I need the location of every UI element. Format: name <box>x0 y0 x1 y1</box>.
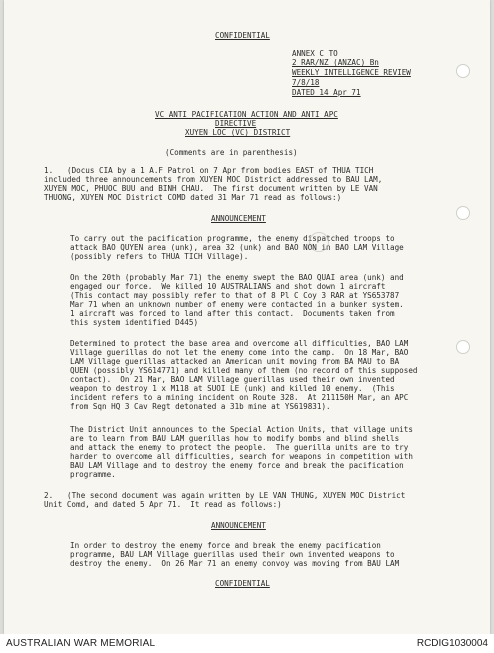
text-line: In order to destroy the enemy force and break the enemy pacification <box>70 541 381 550</box>
text-line: programme, BAU LAM Village guerillas used their own invented weapons to <box>70 550 395 559</box>
text-line: programme. <box>70 470 116 479</box>
text-line: BAU LAM Village and to destroy the enemy force and break the pacification <box>70 461 404 470</box>
text-line: 1 aircraft was forced to land after this contact. Documents taken from <box>70 309 395 318</box>
text-line: harder to overcome all difficulties, search for weapons in competition with <box>70 452 413 461</box>
title-line: DIRECTIVE <box>215 119 257 128</box>
text-line: XUYEN MOC, PHUOC BUU and BINH CHAU. The first document written by LE VAN <box>44 184 378 193</box>
text-line: included three announcements from XUYEN MOC District addressed to BAU LAM, <box>44 175 383 184</box>
text-line: attack BAO QUYEN area (unk), area 32 (unk) and BAO NON in BAO LAM Village <box>70 243 404 252</box>
punch-hole <box>456 206 470 220</box>
text-line: THUONG, XUYEN MOC District COMD dated 31 Mar 71 read as follows:) <box>44 193 342 202</box>
text-line: destroy the enemy. On 26 Mar 71 an enemy convoy was moving from BAU LAM <box>70 559 400 568</box>
text-line: contact). On 21 Mar, BAO LAM Village guerillas used their own invented <box>70 375 395 384</box>
punch-hole <box>456 64 470 78</box>
text-line: Village guerillas do not let the enemy come into the camp. On 18 Mar, BAO <box>70 348 409 357</box>
top-classification: CONFIDENTIAL <box>215 31 270 40</box>
text-line: from Sqn HQ 3 Cav Regt detonated a 31b mine at YS619831). <box>70 402 331 411</box>
text-line: (Docus CIA by a 1 A.F Patrol on 7 Apr from bodies EAST of THUA TICH <box>67 166 374 175</box>
paragraph-number: 2. <box>44 491 54 500</box>
text-line: are to learn from BAU LAM guerillas how to modify bombs and blind shells <box>70 434 400 443</box>
text-line: LAM Village guerillas attacked an American unit moving from BA MAU to BA <box>70 357 400 366</box>
title-line: XUYEN LOC (VC) DISTRICT <box>185 128 291 137</box>
annex-line: 7/8/18 <box>292 78 320 87</box>
annex-line: 2 RAR/NZ (ANZAC) Bn <box>292 58 379 67</box>
text-line: weapon to destroy 1 x M118 at SUOI LE (unk) and killed 10 enemy. (This <box>70 384 395 393</box>
text-line: On the 20th (probably Mar 71) the enemy swept the BAO QUAI area (unk) and <box>70 273 404 282</box>
annex-line: DATED 14 Apr 71 <box>292 88 361 97</box>
text-line: Unit Comd, and dated 5 Apr 71. It read as follows:) <box>44 500 282 509</box>
text-line: To carry out the pacification programme, the enemy dispatched troops to <box>70 234 395 243</box>
archive-footer <box>0 634 494 653</box>
bottom-classification: CONFIDENTIAL <box>215 579 270 588</box>
text-line: Determined to protect the base area and overcome all difficulties, BAO LAM <box>70 339 409 348</box>
text-line: (The second document was again written by LE VAN THUNG, XUYEN MOC District <box>67 491 406 500</box>
paragraph-number: 1. <box>44 166 54 175</box>
faint-stamp-mark <box>309 232 329 252</box>
text-line: (possibly refers to THUA TICH Village). <box>70 252 249 261</box>
text-line: and attack the enemy to protect the people. The guerilla units are to try <box>70 443 409 452</box>
announcement-heading: ANNOUNCEMENT <box>211 214 266 223</box>
comments-note: (Comments are in parenthesis) <box>165 148 298 157</box>
annex-line: WEEKLY INTELLIGENCE REVIEW <box>292 68 411 77</box>
footer-reference: RCDIG1030004 <box>416 638 488 649</box>
announcement-heading: ANNOUNCEMENT <box>211 521 266 530</box>
footer-source: AUSTRALIAN WAR MEMORIAL <box>6 638 156 649</box>
document-page <box>4 0 490 634</box>
text-line: QUEN (possibly YS614771) and killed many of them (no record of this supposed <box>70 366 418 375</box>
title-line: VC ANTI PACIFICATION ACTION AND ANTI APC <box>155 110 338 119</box>
punch-hole <box>456 340 470 354</box>
text-line: engaged our force. We killed 10 AUSTRALIANS and shot down 1 aircraft <box>70 282 386 291</box>
text-line: (This contact may possibly refer to that of 8 Pl C Coy 3 RAR at YS653787 <box>70 291 400 300</box>
text-line: The District Unit announces to the Special Action Units, that village units <box>70 425 413 434</box>
annex-line: ANNEX C TO <box>292 49 338 58</box>
text-line: Mar 71 when an unknown number of enemy were contacted in a bunker system. <box>70 300 404 309</box>
text-line: incident refers to a mining incident on Route 328. At 211150H Mar, an APC <box>70 393 409 402</box>
text-line: this system identified D445) <box>70 318 199 327</box>
